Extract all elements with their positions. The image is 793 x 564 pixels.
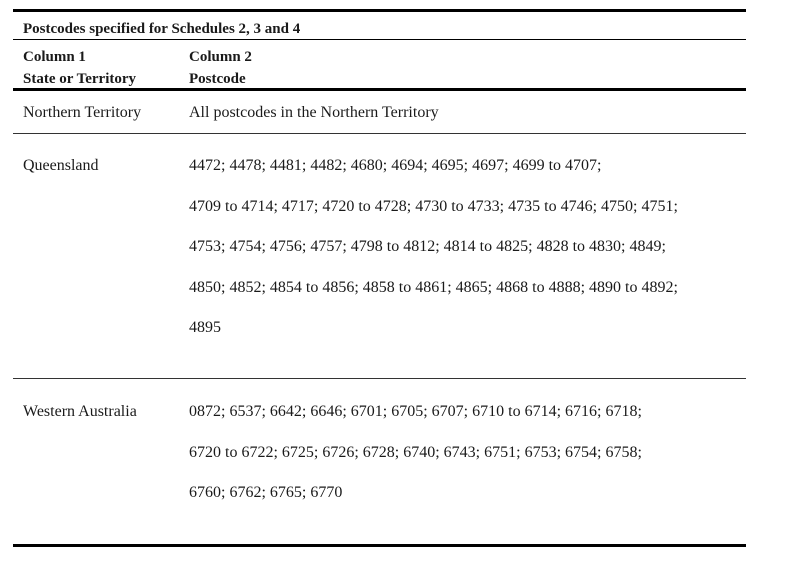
- caption-rule: [13, 39, 746, 40]
- postcode-line: All postcodes in the Northern Territory: [189, 104, 439, 121]
- column-1-header-line1: Column 1: [23, 49, 86, 65]
- row-divider: [13, 133, 746, 134]
- header-rule: [13, 88, 746, 91]
- postcode-line: 6760; 6762; 6765; 6770: [189, 484, 343, 501]
- postcode-line: 4895: [189, 319, 221, 336]
- bottom-rule: [13, 544, 746, 547]
- row-divider: [13, 378, 746, 379]
- row-state-northern-territory: Northern Territory: [23, 104, 142, 121]
- top-rule: [13, 9, 746, 12]
- postcodes-table: [13, 0, 746, 564]
- column-1-header: [23, 46, 136, 90]
- postcode-line: 4472; 4478; 4481; 4482; 4680; 4694; 4695; 4697; 4699 to 4707;: [189, 157, 602, 174]
- row-state-western-australia: Western Australia: [23, 403, 137, 420]
- postcode-line: 4850; 4852; 4854 to 4856; 4858 to 4861; 4865; 4868 to 4888; 4890 to 4892;: [189, 278, 678, 296]
- postcode-line: 4753; 4754; 4756; 4757; 4798 to 4812; 4814 to 4825; 4828 to 4830; 4849;: [189, 238, 666, 255]
- postcode-line: 0872; 6537; 6642; 6646; 6701; 6705; 6707; 6710 to 6714; 6716; 6718;: [189, 403, 642, 420]
- column-2-header-line1: Column 2: [189, 49, 252, 65]
- column-1-header-line2: State or Territory: [23, 71, 137, 87]
- table-caption: Postcodes specified for Schedules 2, 3 and 4: [23, 21, 301, 37]
- column-2-header: [189, 46, 252, 90]
- postcode-line: 4709 to 4714; 4717; 4720 to 4728; 4730 to 4733; 4735 to 4746; 4750; 4751;: [189, 197, 678, 215]
- postcode-line: 6720 to 6722; 6725; 6726; 6728; 6740; 6743; 6751; 6753; 6754; 6758;: [189, 443, 642, 461]
- row-postcodes-queensland: [189, 156, 678, 359]
- column-2-header-line2: Postcode: [189, 71, 246, 87]
- row-postcodes-western-australia: [189, 402, 642, 524]
- row-postcodes-northern-territory: [189, 103, 439, 144]
- row-state-queensland: Queensland: [23, 157, 99, 174]
